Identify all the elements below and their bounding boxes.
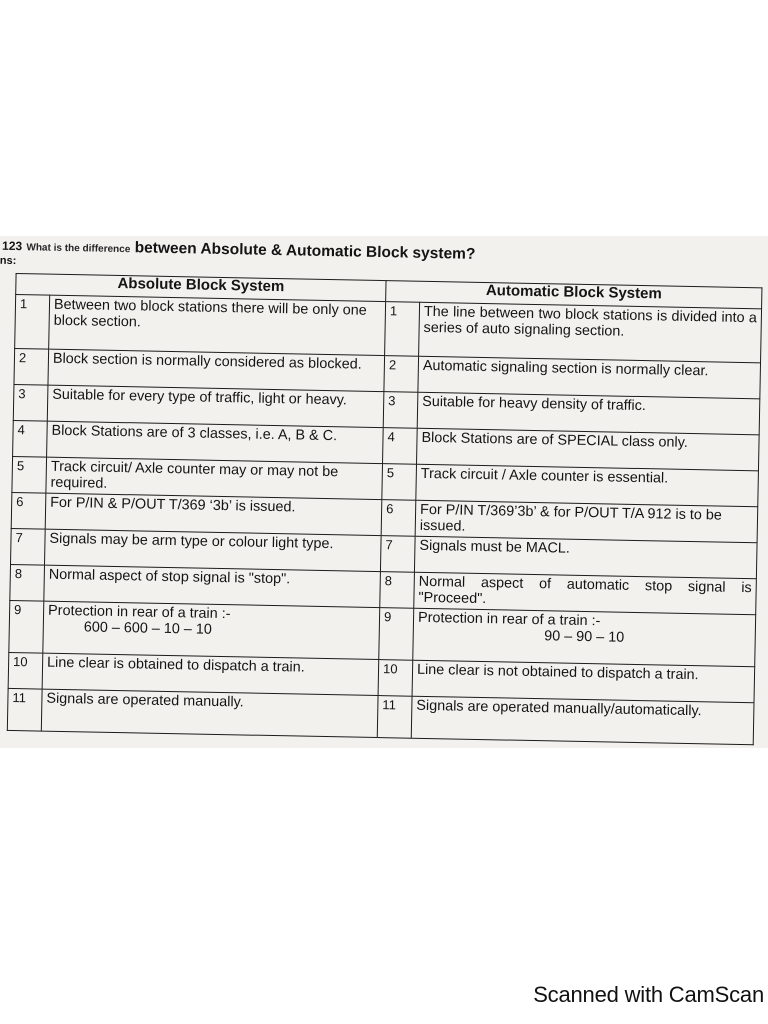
automatic-row-number: 11 — [377, 696, 412, 739]
absolute-row-number: 3 — [13, 384, 48, 421]
automatic-row-number: 5 — [382, 464, 417, 501]
automatic-point-text: The line between two block stations is divided into a series of auto signaling section. — [419, 302, 762, 363]
absolute-row-number: 8 — [10, 564, 45, 601]
page-content — [0, 236, 768, 748]
automatic-row-number: 8 — [380, 572, 415, 609]
absolute-point-text: Normal aspect of stop signal is "stop". — [44, 565, 381, 607]
absolute-point-text: Block section is normally considered as blocked. — [48, 349, 385, 391]
automatic-row-number: 7 — [380, 536, 415, 573]
question-faded-prefix: What is the difference — [26, 242, 131, 256]
absolute-row-number: 6 — [11, 492, 46, 529]
automatic-row-number: 9 — [379, 608, 414, 661]
absolute-protection-formula: 600 – 600 – 10 – 10 — [83, 619, 212, 638]
automatic-point-text: Normal aspect of automatic stop signal is "Proceed". — [414, 572, 757, 615]
comparison-table — [7, 273, 763, 745]
question-number: 123 — [1, 238, 23, 254]
automatic-row-number: 3 — [383, 392, 418, 429]
absolute-row-number: 10 — [8, 652, 43, 689]
absolute-row-number: 7 — [11, 528, 46, 565]
automatic-point-text: Protection in rear of a train :- — [417, 609, 601, 630]
absolute-point-text: Track circuit/ Axle counter may or may not be required. — [46, 457, 383, 499]
absolute-row-number: 1 — [15, 295, 50, 350]
question-text: between Absolute & Automatic Block system? — [134, 239, 476, 263]
automatic-point-cell — [413, 608, 756, 667]
automatic-point-text: Suitable for heavy density of traffic. — [417, 392, 760, 435]
automatic-row-number: 4 — [383, 428, 418, 465]
question-heading — [2, 237, 762, 270]
absolute-point-text: Between two block stations there will be only one block section. — [49, 295, 386, 355]
answer-label: ns: — [0, 254, 17, 268]
automatic-row-number: 10 — [378, 660, 413, 697]
automatic-protection-formula: 90 – 90 – 10 — [544, 628, 625, 646]
automatic-point-text: For P/IN T/369’3b’ & for P/OUT T/A 912 is to be issued. — [415, 500, 758, 543]
absolute-point-text: Protection in rear of a train :- — [47, 602, 231, 623]
camscanner-watermark: Scanned with CamScan — [533, 982, 764, 1007]
automatic-point-text: Automatic signaling section is normally clear. — [418, 356, 761, 399]
automatic-point-text: Line clear is not obtained to dispatch a train. — [412, 660, 755, 703]
absolute-row-number: 5 — [12, 456, 47, 493]
automatic-row-number: 1 — [385, 302, 420, 357]
absolute-point-text: Signals may be arm type or colour light type. — [45, 529, 382, 571]
header-automatic-block-system: Automatic Block System — [386, 281, 762, 309]
automatic-point-text: Block Stations are of SPECIAL class only. — [417, 428, 760, 471]
absolute-row-number: 11 — [7, 688, 42, 731]
automatic-point-text: Signals must be MACL. — [414, 536, 757, 579]
absolute-row-number: 4 — [13, 420, 48, 457]
automatic-row-number: 2 — [384, 356, 419, 393]
absolute-point-text: Block Stations are of 3 classes, i.e. A, B & C. — [47, 421, 384, 463]
absolute-point-text: Line clear is obtained to dispatch a train. — [42, 653, 379, 695]
absolute-row-number: 9 — [9, 600, 44, 653]
scanned-page — [0, 236, 768, 748]
absolute-row-number: 2 — [14, 349, 49, 386]
absolute-point-text: Suitable for every type of traffic, light or heavy. — [47, 385, 384, 427]
header-absolute-block-system: Absolute Block System — [16, 274, 386, 302]
absolute-point-cell — [43, 601, 380, 659]
automatic-row-number: 6 — [381, 500, 416, 537]
automatic-point-text: Signals are operated manually/automatically. — [411, 696, 754, 745]
automatic-point-text: Track circuit / Axle counter is essential. — [416, 464, 759, 507]
absolute-point-text: Signals are operated manually. — [41, 689, 378, 737]
absolute-point-text: For P/IN & P/OUT T/369 ‘3b’ is issued. — [45, 493, 382, 535]
